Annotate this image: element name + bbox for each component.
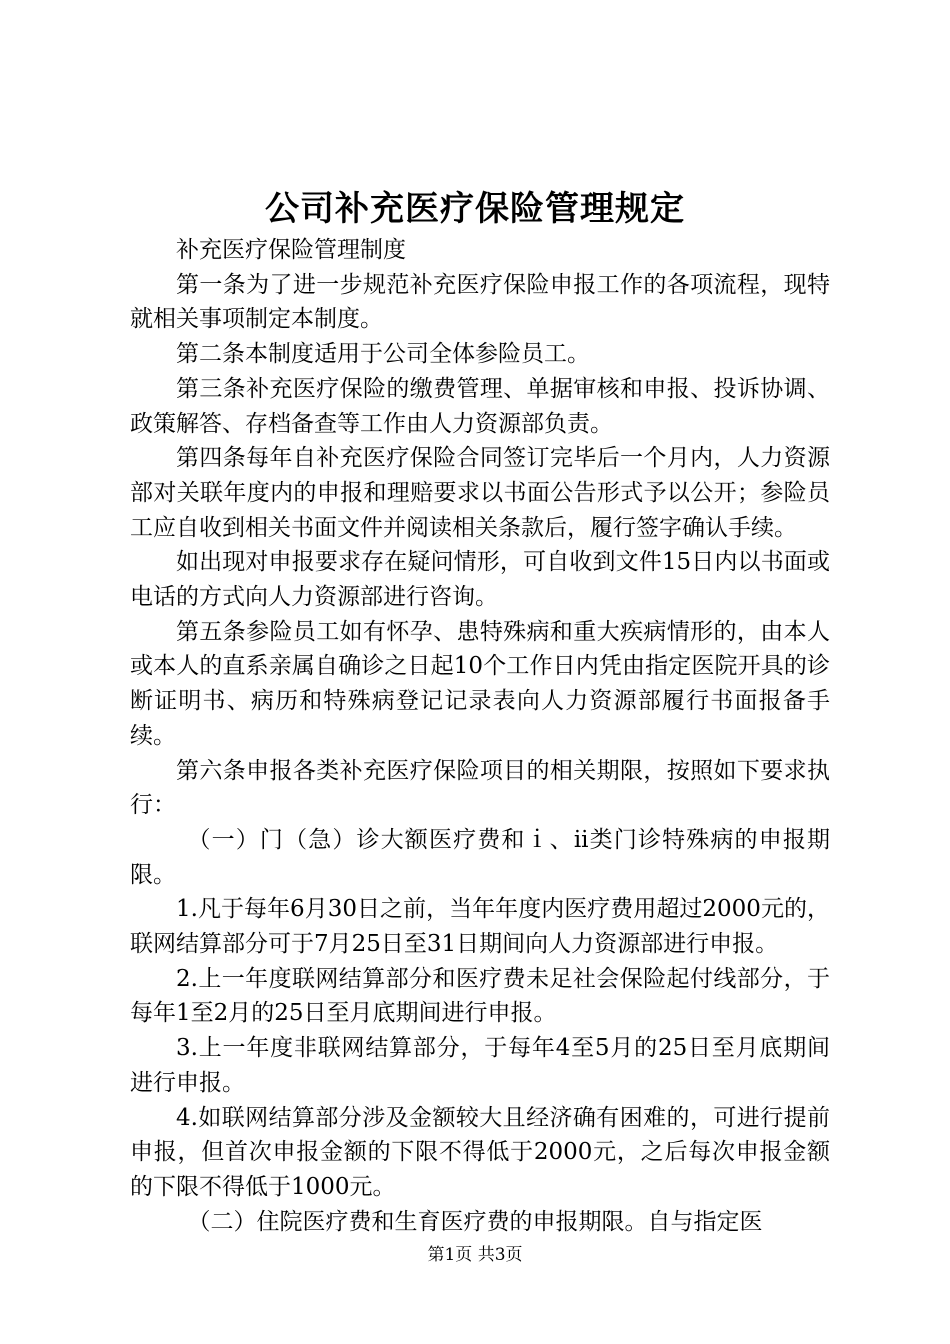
paragraph-subtitle: 补充医疗保险管理制度 bbox=[176, 237, 406, 263]
paragraph-item-4: 4.如联网结算部分涉及金额较大且经济确有困难的，可进行提前申报，但首次申报金额的下限不得低于2000元，之后每次申报金额的下限不得低于1000元。 bbox=[130, 1104, 830, 1200]
paragraph-item-3: 3.上一年度非联网结算部分，于每年4至5月的25日至月底期间进行申报。 bbox=[130, 1035, 830, 1096]
paragraph-section-1: （一）门（急）诊大额医疗费和ｉ、ii类门诊特殊病的申报期限。 bbox=[130, 826, 830, 888]
paragraph-article-6: 第六条申报各类补充医疗保险项目的相关期限，按照如下要求执行： bbox=[130, 757, 830, 819]
paragraph-article-4-note: 如出现对申报要求存在疑问情形，可自收到文件15日内以书面或电话的方式向人力资源部进行咨询。 bbox=[130, 549, 830, 611]
document-title: 公司补充医疗保险管理规定 bbox=[265, 189, 685, 229]
paragraph-article-3: 第三条补充医疗保险的缴费管理、单据审核和申报、投诉协调、政策解答、存档备查等工作由人力资源部负责。 bbox=[130, 375, 830, 437]
paragraph-item-1: 1.凡于每年6月30日之前，当年年度内医疗费用超过2000元的，联网结算部分可于7月25日至31日期间向人力资源部进行申报。 bbox=[130, 896, 830, 958]
document-body bbox=[130, 233, 830, 1239]
page-footer: 第1页 共3页 bbox=[427, 1245, 523, 1265]
paragraph-section-2: （二）住院医疗费和生育医疗费的申报期限。自与指定医 bbox=[187, 1208, 763, 1235]
paragraph-article-2: 第二条本制度适用于公司全体参险员工。 bbox=[176, 341, 590, 368]
paragraph-article-5: 第五条参险员工如有怀孕、患特殊病和重大疾病情形的，由本人或本人的直系亲属自确诊之日起10个工作日内凭由指定医院开具的诊断证明书、病历和特殊病登记记录表向人力资源部履行书面报备手续。 bbox=[130, 618, 830, 749]
paragraph-item-2: 2.上一年度联网结算部分和医疗费未足社会保险起付线部分，于每年1至2月的25日至月底期间进行申报。 bbox=[130, 965, 830, 1027]
paragraph-article-1: 第一条为了进一步规范补充医疗保险申报工作的各项流程，现特就相关事项制定本制度。 bbox=[130, 271, 830, 333]
paragraph-article-4: 第四条每年自补充医疗保险合同签订完毕后一个月内，人力资源部对关联年度内的申报和理赔要求以书面公告形式予以公开；参险员工应自收到相关书面文件并阅读相关条款后，履行签字确认手续。 bbox=[130, 445, 830, 541]
